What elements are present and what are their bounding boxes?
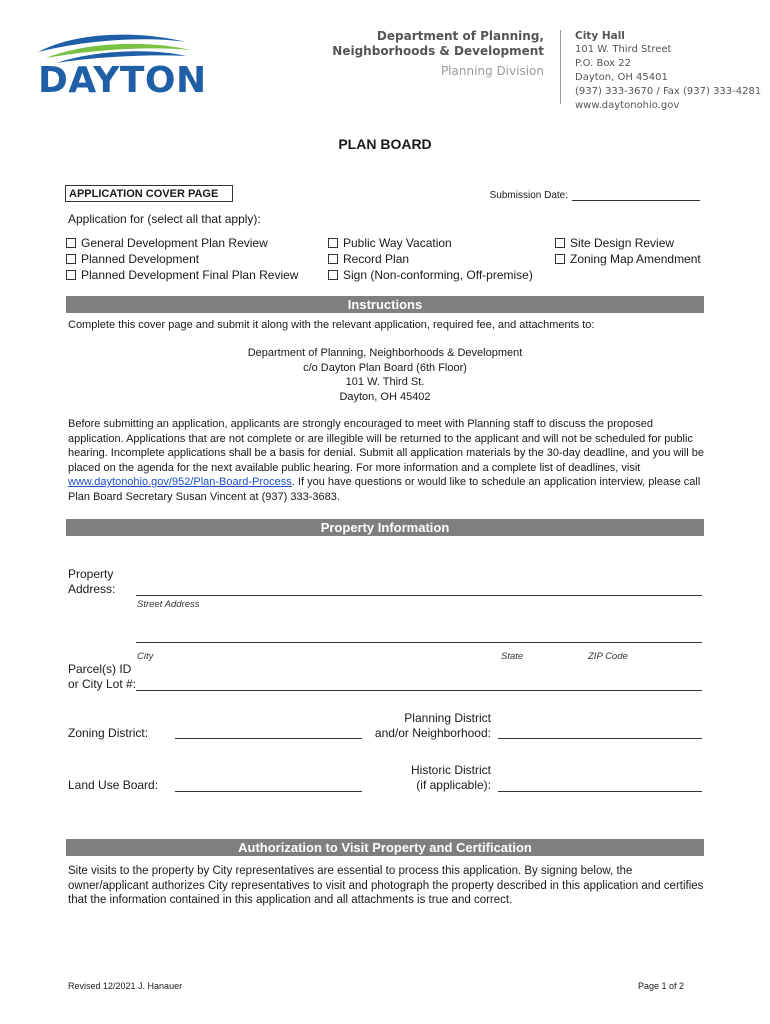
historic-district-label: Historic District (if applicable): [411, 763, 491, 792]
parcel-id-line[interactable] [136, 690, 702, 691]
page-title: PLAN BOARD [338, 136, 432, 152]
city-hall-block [575, 29, 761, 113]
city-hall-title: City Hall [575, 30, 625, 42]
authorization-heading: Authorization to Visit Property and Certification [66, 839, 704, 856]
division-label: Planning Division [440, 64, 544, 78]
historic-district-line[interactable] [498, 791, 702, 792]
option-planned-development[interactable]: Planned Development [66, 251, 298, 267]
option-zoning-map-amendment[interactable]: Zoning Map Amendment [555, 251, 701, 267]
state-caption: State [501, 651, 524, 662]
checkbox[interactable] [328, 238, 338, 248]
mailing-line1: Department of Planning, Neighborhoods & Development [247, 347, 523, 359]
dept-line1: Department of Planning, [376, 29, 544, 43]
land-use-board-label: Land Use Board: [68, 778, 159, 792]
checkbox[interactable] [66, 238, 76, 248]
mailing-line3: 101 W. Third St. [345, 376, 425, 388]
options-column-3 [555, 235, 701, 267]
authorization-body: Site visits to the property by City representatives are essential to process this application. By signing below, the owner/applicant authorizes City representatives to visit and photograph the property described in this application and certifies that the information contained in this application and all attachments is true and correct. [68, 865, 704, 906]
checkbox[interactable] [555, 254, 565, 264]
header-divider [560, 30, 561, 104]
address-line1: 101 W. Third Street [575, 44, 672, 55]
address-line3: Dayton, OH 45401 [575, 72, 668, 83]
checkbox[interactable] [66, 270, 76, 280]
logo-wordmark: DAYTON [38, 60, 207, 101]
city-state-zip-line[interactable] [136, 642, 702, 643]
instructions-intro: Complete this cover page and submit it along with the relevant application, required fee, and attachments to: [68, 319, 595, 331]
option-public-way-vacation[interactable]: Public Way Vacation [328, 235, 533, 251]
mailing-line2: c/o Dayton Plan Board (6th Floor) [303, 361, 467, 374]
checkbox[interactable] [555, 238, 565, 248]
option-general-development-plan-review[interactable]: General Development Plan Review [66, 235, 298, 251]
revision-note: Revised 12/2021 J. Hanauer [68, 981, 183, 991]
mailing-address [66, 346, 704, 404]
plan-board-process-link[interactable]: www.daytonohio.gov/952/Plan-Board-Process [68, 476, 292, 488]
dept-line2: Neighborhoods & Development [332, 44, 544, 58]
option-site-design-review[interactable]: Site Design Review [555, 235, 701, 251]
city-caption: City [137, 651, 154, 662]
planning-district-line[interactable] [498, 738, 702, 739]
instructions-heading: Instructions [66, 296, 704, 313]
property-info-heading: Property Information [66, 519, 704, 536]
page-number: Page 1 of 2 [637, 981, 684, 991]
mailing-line4: Dayton, OH 45402 [339, 390, 431, 403]
option-sign[interactable]: Sign (Non-conforming, Off-premise) [328, 267, 533, 283]
planning-district-label: Planning District and/or Neighborhood: [374, 711, 491, 740]
phone-fax: (937) 333-3670 / Fax (937) 333-4281 [575, 86, 762, 97]
department-block [332, 29, 544, 78]
street-address-line[interactable] [136, 595, 702, 596]
zoning-district-label: Zoning District: [68, 726, 149, 740]
application-for-label: Application for (select all that apply): [68, 212, 261, 226]
address-line2: P.O. Box 22 [575, 58, 631, 69]
street-address-caption: Street Address [137, 599, 200, 610]
instructions-body: Before submitting an application, applicants are strongly encouraged to meet with Planning staff to discuss the proposed application. Applications that are not complete or are illegible will be returned to the applicant and will not be scheduled for public hearing. Incomplete applications shall be a basis for denial. Submit all application materials by the 30-day deadline, and you will be placed on the agenda for the next available public hearing. For more information and a complete list of deadlines, visit www.daytonohio.gov/952/Plan-Board-Process. If you have questions or would like to schedule an application interview, please call Plan Board Secretary Susan Vincent at (937) 333-3683. [68, 418, 704, 503]
submission-date-label: Submission Date: [489, 190, 568, 201]
options-column-1 [66, 235, 298, 283]
submission-date-field[interactable] [490, 190, 700, 201]
property-address-label: Property Address: [68, 567, 116, 596]
parcel-id-label: Parcel(s) ID or City Lot #: [68, 662, 137, 691]
option-record-plan[interactable]: Record Plan [328, 251, 533, 267]
option-planned-development-final-plan-review[interactable]: Planned Development Final Plan Review [66, 267, 298, 283]
land-use-board-line[interactable] [175, 791, 362, 792]
zoning-district-line[interactable] [175, 738, 362, 739]
zip-caption: ZIP Code [588, 651, 628, 662]
checkbox[interactable] [328, 270, 338, 280]
dayton-logo [36, 30, 207, 102]
submission-date-line[interactable] [572, 190, 700, 201]
checkbox[interactable] [66, 254, 76, 264]
checkbox[interactable] [328, 254, 338, 264]
options-column-2 [328, 235, 533, 283]
cover-page-label: APPLICATION COVER PAGE [65, 185, 233, 202]
website: www.daytonohio.gov [575, 100, 680, 111]
